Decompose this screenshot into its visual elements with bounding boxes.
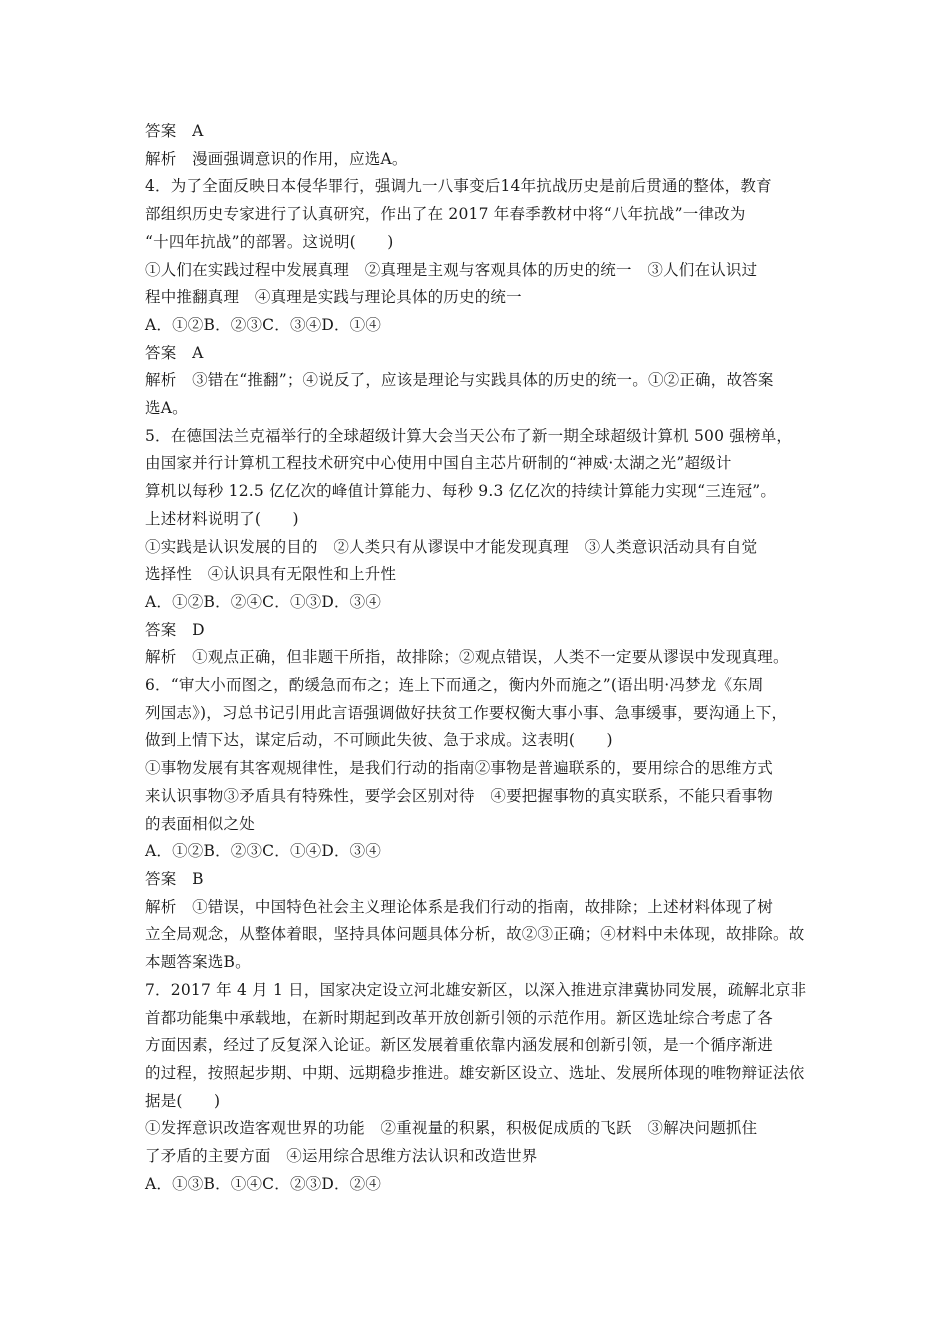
- text-line: 程中推翻真理 ④真理是实践与理论具体的历史的统一: [145, 288, 522, 307]
- text-line: 算机以每秒 12.5 亿亿次的峰值计算能力、每秒 9.3 亿亿次的持续计算能力实现“三连冠”。: [145, 482, 777, 501]
- text-line: 解析 漫画强调意识的作用，应选A。: [145, 149, 408, 168]
- text-line: 由国家并行计算机工程技术研究中心使用中国自主芯片研制的“神威·太湖之光”超级计: [145, 454, 732, 473]
- text-line: 7．2017 年 4 月 1 日，国家决定设立河北雄安新区，以深入推进京津冀协同发展，疏解北京非: [145, 980, 807, 999]
- text-line: ①发挥意识改造客观世界的功能 ②重视量的积累，积极促成质的飞跃 ③解决问题抓住: [145, 1119, 758, 1138]
- text-line: 的表面相似之处: [145, 814, 255, 833]
- text-line: ①事物发展有其客观规律性，是我们行动的指南②事物是普遍联系的，要用综合的思维方式: [145, 759, 774, 778]
- text-line: 答案 B: [145, 869, 204, 888]
- text-line: 解析 ①错误，中国特色社会主义理论体系是我们行动的指南，故排除；上述材料体现了树: [145, 897, 774, 916]
- document-body: [145, 118, 825, 1198]
- text-line: 本题答案选B。: [145, 953, 251, 972]
- text-line: 的过程，按照起步期、中期、远期稳步推进。雄安新区设立、选址、发展所体现的唯物辩证法依: [145, 1063, 805, 1082]
- text-line: A．①②B．②④C．①③D．③④: [145, 592, 382, 611]
- text-line: ①人们在实践过程中发展真理 ②真理是主观与客观具体的历史的统一 ③人们在认识过: [145, 260, 758, 279]
- text-line: 解析 ③错在“推翻”；④说反了，应该是理论与实践具体的历史的统一。①②正确，故答案: [145, 371, 774, 390]
- text-line: 答案 A: [145, 343, 204, 362]
- text-line: 来认识事物③矛盾具有特殊性，要学会区别对待 ④要把握事物的真实联系，不能只看事物: [145, 786, 774, 805]
- text-line: A．①②B．②③C．①④D．③④: [145, 842, 382, 861]
- text-line: 答案 D: [145, 620, 205, 639]
- text-line: 立全局观念，从整体着眼，坚持具体问题具体分析，故②③正确；④材料中未体现，故排除。故: [145, 925, 805, 944]
- text-line: 列国志》)，习总书记引用此言语强调做好扶贫工作要权衡大事小事、急事缓事，要沟通上下，: [145, 703, 788, 722]
- text-line: A．①②B．②③C．③④D．①④: [145, 315, 382, 334]
- text-line: ①实践是认识发展的目的 ②人类只有从谬误中才能发现真理 ③人类意识活动具有自觉: [145, 537, 758, 556]
- text-line: 方面因素，经过了反复深入论证。新区发展着重依靠内涵发展和创新引领，是一个循序渐进: [145, 1036, 774, 1055]
- text-line: 答案 A: [145, 122, 204, 140]
- text-line: 据是( ): [145, 1091, 221, 1110]
- text-line: A．①③B．①④C．②③D．②④: [145, 1174, 382, 1193]
- text-line: 了矛盾的主要方面 ④运用综合思维方法认识和改造世界: [145, 1147, 538, 1166]
- text-line: “十四年抗战”的部署。这说明( ): [145, 232, 394, 251]
- text-line: 做到上情下达，谋定后动，不可顾此失彼、急于求成。这表明( ): [145, 731, 613, 750]
- text-line: 解析 ①观点正确，但非题干所指，故排除；②观点错误，人类不一定要从谬误中发现真理。: [145, 648, 789, 667]
- text-line: 5．在德国法兰克福举行的全球超级计算大会当天公布了新一期全球超级计算机 500 强榜单，: [145, 426, 793, 445]
- text-line: 6．“审大小而图之，酌缓急而布之；连上下而通之，衡内外而施之”(语出明·冯梦龙《东周: [145, 676, 764, 695]
- text-line: 选择性 ④认识具有无限性和上升性: [145, 565, 397, 584]
- text-line: 选A。: [145, 399, 188, 418]
- text-line: 4．为了全面反映日本侵华罪行，强调九一八事变后14年抗战历史是前后贯通的整体，教育: [145, 177, 772, 196]
- text-line: 首都功能集中承载地，在新时期起到改革开放创新引领的示范作用。新区选址综合考虑了各: [145, 1008, 774, 1027]
- text-line: 部组织历史专家进行了认真研究，作出了在 2017 年春季教材中将“八年抗战”一律改为: [145, 205, 746, 224]
- text-line: 上述材料说明了( ): [145, 509, 299, 528]
